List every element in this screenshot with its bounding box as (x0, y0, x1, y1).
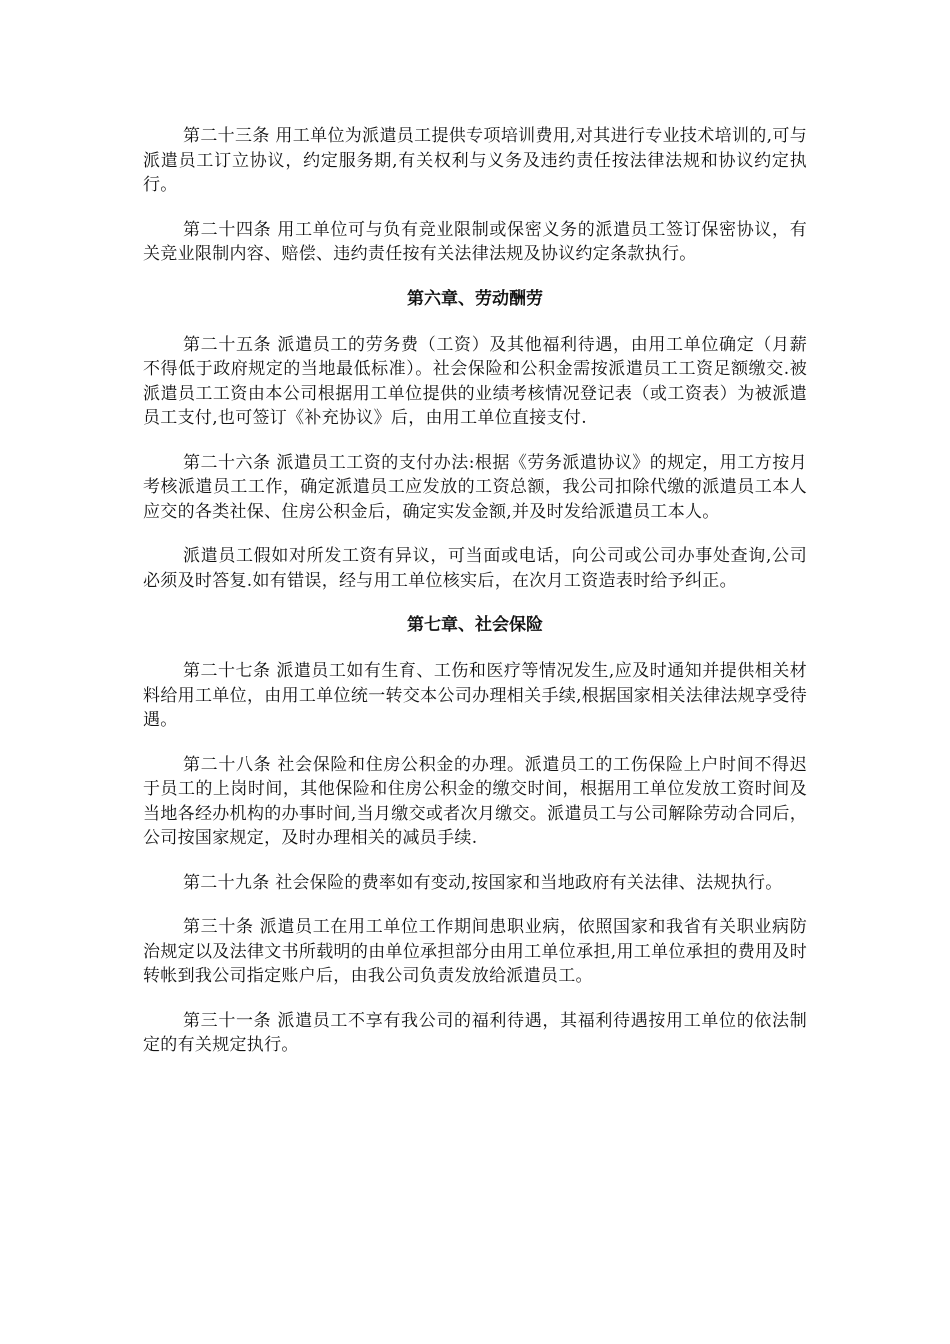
article-27: 第二十七条 派遣员工如有生育、工伤和医疗等情况发生,应及时通知并提供相关材料给用工单位，由用工单位统一转交本公司办理相关手续,根据国家相关法律法规享受待遇。 (143, 661, 807, 730)
chapter-7-heading: 第七章、社会保险 (407, 615, 543, 635)
article-26: 第二十六条 派遣员工工资的支付办法:根据《劳务派遣协议》的规定，用工方按月考核派遣员工工作，确定派遣员工应发放的工资总额，我公司扣除代缴的派遣员工本人应交的各类社保、住房公积金后，确定实发金额,并及时发给派遣员工本人。 (143, 452, 807, 522)
chapter-6-heading: 第六章、劳动酬劳 (407, 288, 543, 309)
article-23: 第二十三条 用工单位为派遣员工提供专项培训费用,对其进行专业技术培训的,可与派遣员工订立协议，约定服务期,有关权利与义务及违约责任按法律法规和协议约定执行。 (143, 126, 807, 195)
article-31: 第三十一条 派遣员工不享有我公司的福利待遇，其福利待遇按用工单位的依法制定的有关规定执行。 (143, 1010, 807, 1055)
article-28: 第二十八条 社会保险和住房公积金的办理。派遣员工的工伤保险上户时间不得迟于员工的上岗时间，其他保险和住房公积金的缴交时间，根据用工单位发放工资时间及当地各经办机构的办事时间,当月缴交或者次月缴交。派遣员工与公司解除劳动合同后，公司按国家规定，及时办理相关的减员手续. (143, 754, 807, 848)
article-24: 第二十四条 用工单位可与负有竞业限制或保密义务的派遣员工签订保密协议，有关竞业限制内容、赔偿、违约责任按有关法律法规及协议约定条款执行。 (143, 219, 807, 264)
salary-dispute-paragraph: 派遣员工假如对所发工资有异议，可当面或电话，向公司或公司办事处查询,公司必须及时答复.如有错误，经与用工单位核实后，在次月工资造表时给予纠正。 (143, 546, 807, 591)
article-30: 第三十条 派遣员工在用工单位工作期间患职业病，依照国家和我省有关职业病防治规定以及法律文书所载明的由单位承担部分由用工单位承担,用工单位承担的费用及时转帐到我公司指定账户后，由我公司负责发放给派遣员工。 (143, 917, 807, 986)
article-29: 第二十九条 社会保险的费率如有变动,按国家和当地政府有关法律、法规执行。 (183, 872, 783, 893)
article-25: 第二十五条 派遣员工的劳务费（工资）及其他福利待遇，由用工单位确定（月薪不得低于政府规定的当地最低标准）。社会保险和公积金需按派遣员工工资足额缴交.被派遣员工工资由本公司根据用工单位提供的业绩考核情况登记表（或工资表）为被派遣员工支付,也可签订《补充协议》后，由用工单位直接支付. (143, 334, 807, 428)
document-page (143, 124, 807, 1078)
